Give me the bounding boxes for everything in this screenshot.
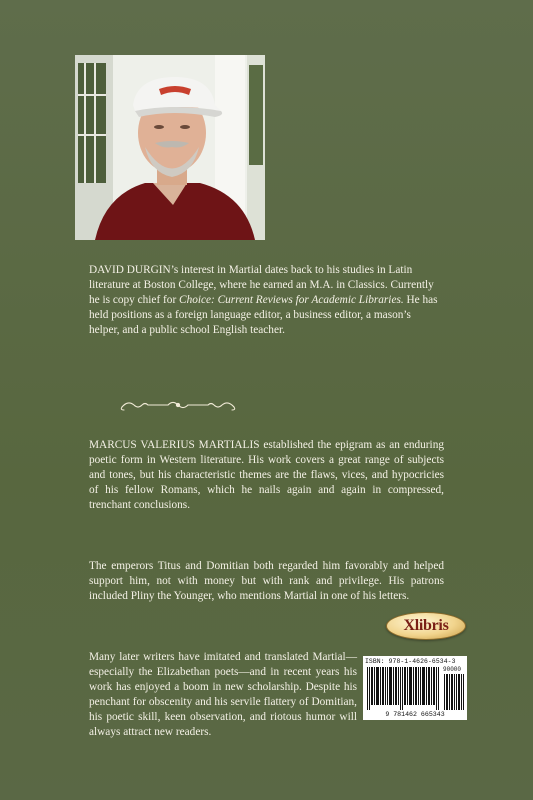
barcode-bars-icon: [367, 667, 441, 710]
martial-intro-paragraph: MARCUS VALERIUS MARTIALIS established the epigram as an enduring poetic form in Western literature. His work covers a great range of subjects and tones, but his characteristic themes are the flaws, vices, and hypocricies of his fellow Romans, which he nails again and again in compressed, trenchant conclusions.: [89, 439, 444, 511]
barcode-addon-number: 90000: [443, 666, 462, 673]
isbn-label: ISBN: 978-1-4626-6534-3: [365, 658, 456, 665]
author-photo: [75, 55, 265, 240]
barcode-digits: 9 781462 665343: [385, 711, 445, 718]
scroll-ornament-icon: [118, 398, 238, 412]
publication-title: Choice: Current Reviews for Academic Libraries.: [179, 294, 404, 306]
legacy-paragraph: Many later writers have imitated and translated Martial—especially the Elizabethan poets—and in recent years his work has enjoyed a boom in new scholarship. Despite his penchant for obscenity and his servile flattery of Domitian, his poetic skill, keen observation, and riotous humor will always attract new readers.: [89, 651, 357, 738]
xlibris-logo: Xlibris: [386, 612, 466, 640]
author-bio-text: DAVID DURGIN’s interest in Martial dates back to his studies in Latin literature at Boston College, where he earned an M.A. in Classics. Currently he is copy chief for: [89, 264, 434, 306]
patrons-paragraph: The emperors Titus and Domitian both regarded him favorably and helped support him, not with money but with rank and privilege. His patrons included Pliny the Younger, who mentions Martial in one of his letters.: [89, 560, 444, 602]
author-bio-text-end: He has held positions as a foreign language editor, a business editor, a mason’s helper, and a public school English teacher.: [89, 294, 438, 336]
author-bio: [89, 263, 444, 338]
barcode: [363, 656, 467, 720]
barcode-addon-bars-icon: [444, 674, 464, 710]
